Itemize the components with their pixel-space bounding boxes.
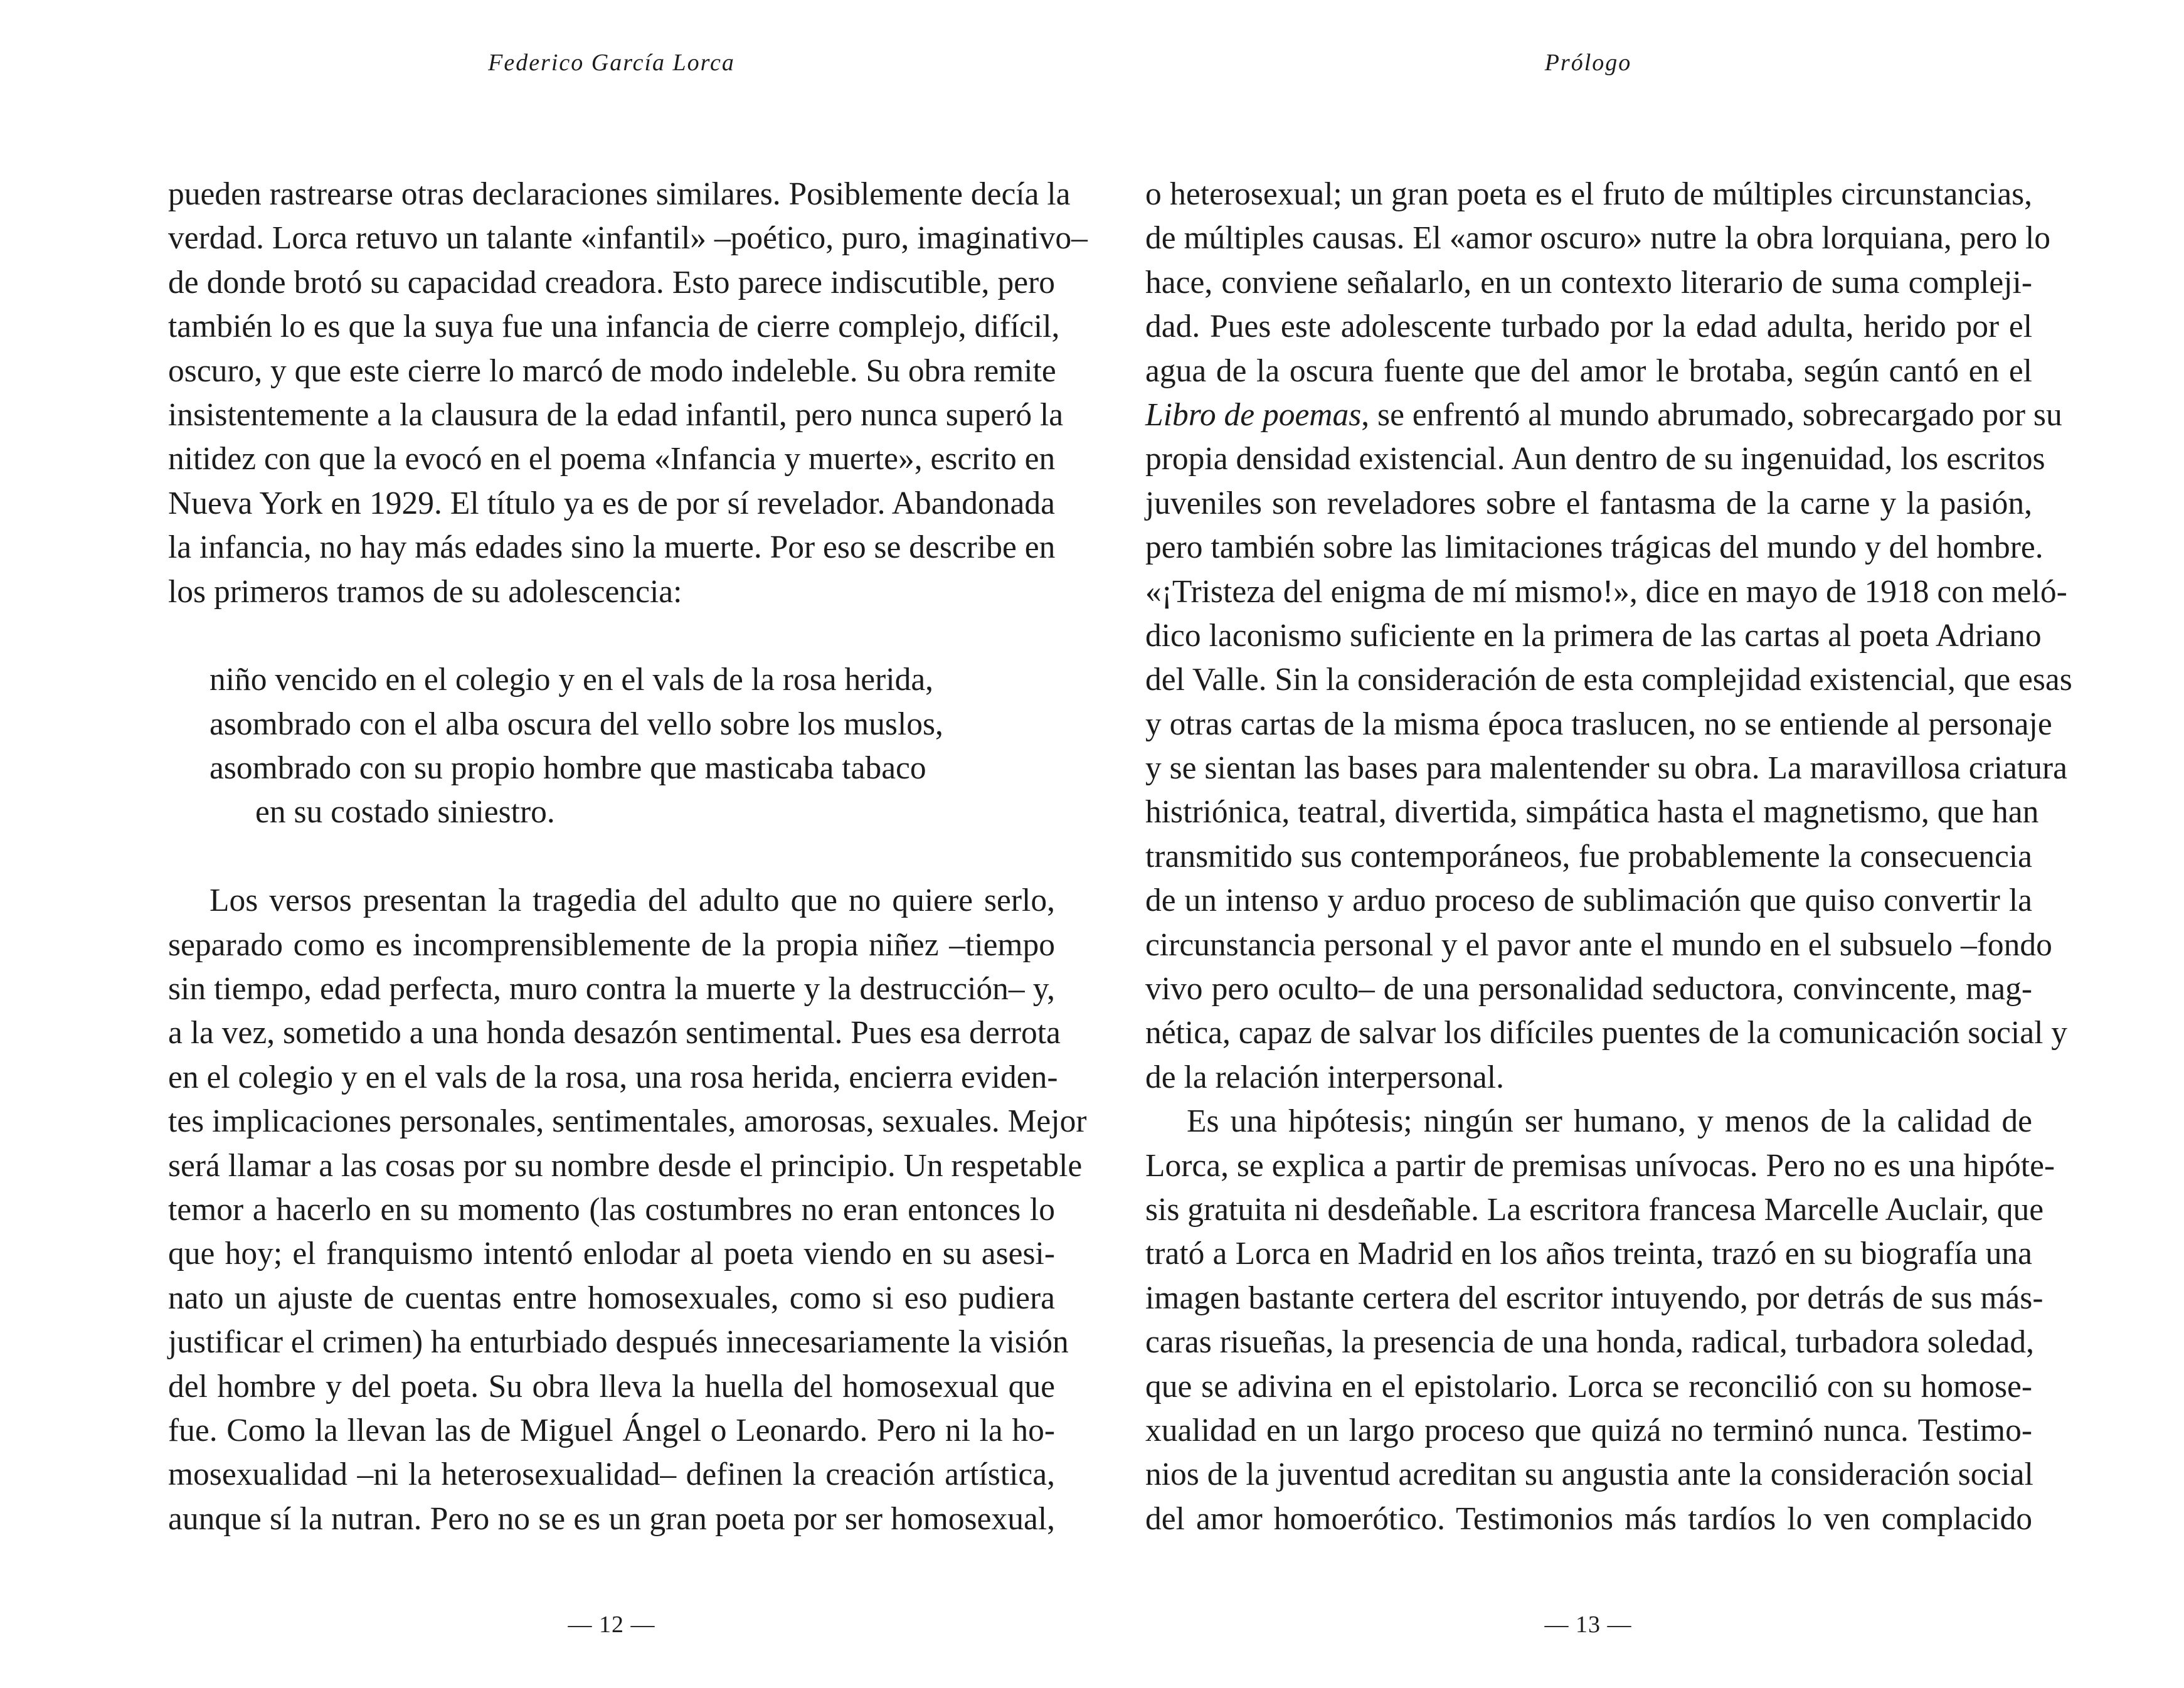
paragraph xyxy=(168,173,1088,614)
text-line: caras risueñas, la presencia de una honda, radical, turbadora soledad, xyxy=(1145,1324,2035,1361)
text-line: xualidad en un largo proceso que quizá no terminó nunca. Testimo- xyxy=(1145,1412,2032,1448)
text-line: hace, conviene señalarlo, en un contexto literario de suma compleji- xyxy=(1145,264,2032,300)
text-line: de la relación interpersonal. xyxy=(1145,1059,1504,1095)
text-line-with-title xyxy=(1145,393,2062,437)
text-line: temor a hacerlo en su momento (las costumbres no eran entonces lo xyxy=(168,1191,1055,1228)
page-number: — 12 — xyxy=(568,1611,655,1638)
text-line: que hoy; el franquismo intentó enlodar al poeta viendo en su asesi- xyxy=(168,1236,1055,1272)
text-line: histriónica, teatral, divertida, simpática hasta el magnetismo, que han xyxy=(1145,794,2039,831)
text-line: de donde brotó su capacidad creadora. Esto parece indiscutible, pero xyxy=(168,264,1055,300)
text-line: la infancia, no hay más edades sino la muerte. Por eso se describe en xyxy=(168,529,1056,566)
text-line: pueden rastrearse otras declaraciones similares. Posiblemente decía la xyxy=(168,176,1071,212)
verse-quote xyxy=(168,658,1055,835)
text-line: mosexualidad –ni la heterosexualidad– definen la creación artística, xyxy=(168,1457,1055,1493)
text-line: transmitido sus contemporáneos, fue probablemente la consecuencia xyxy=(1145,838,2032,874)
spacer xyxy=(168,835,1055,879)
text-line: justificar el crimen) ha enturbiado después innecesariamente la visión xyxy=(168,1324,1069,1361)
text-line: de múltiples causas. El «amor oscuro» nutre la obra lorquiana, pero lo xyxy=(1145,220,2051,257)
text-line: del Valle. Sin la consideración de esta complejidad existencial, que esas xyxy=(1145,662,2072,698)
text-line: oscuro, y que este cierre lo marcó de modo indeleble. Su obra remite xyxy=(168,353,1056,389)
text-line: nitidez con que la evocó en el poema «Infancia y muerte», escrito en xyxy=(168,441,1056,477)
paragraph xyxy=(1145,1100,2055,1541)
text-line: «¡Tristeza del enigma de mí mismo!», dice en mayo de 1918 con meló- xyxy=(1145,573,2067,610)
text-line: sis gratuita ni desdeñable. La escritora francesa Marcelle Auclair, que xyxy=(1145,1191,2044,1228)
verse-line: en su costado siniestro. xyxy=(255,794,555,831)
right-text-block xyxy=(1145,173,2072,1541)
running-head-section: Prólogo xyxy=(1544,50,1632,76)
text-line: circunstancia personal y el pavor ante el mundo en el subsuelo –fondo xyxy=(1145,926,2052,963)
text-line: y se sientan las bases para malentender su obra. La maravillosa criatura xyxy=(1145,750,2068,787)
text-line: dad. Pues este adolescente turbado por la edad adulta, herido por el xyxy=(1145,309,2032,345)
verse-line: asombrado con su propio hombre que masticaba tabaco xyxy=(209,750,926,787)
text-line: propia densidad existencial. Aun dentro de su ingenuidad, los escritos xyxy=(1145,441,2045,477)
text-line: y otras cartas de la misma época traslucen, no se entiende al personaje xyxy=(1145,706,2052,742)
running-head-author: Federico García Lorca xyxy=(488,50,735,76)
text-line: insistentemente a la clausura de la edad infantil, pero nunca superó la xyxy=(168,396,1064,433)
right-page xyxy=(1092,0,2184,1688)
text-line: Lorca, se explica a partir de premisas unívocas. Pero no es una hipóte- xyxy=(1145,1147,2055,1184)
text-line: sin tiempo, edad perfecta, muro contra la muerte y la destrucción– y, xyxy=(168,971,1055,1007)
text-line: vivo pero oculto– de una personalidad seductora, convincente, mag- xyxy=(1145,971,2032,1007)
text-line: agua de la oscura fuente que del amor le brotaba, según cantó en el xyxy=(1145,353,2032,389)
text-line: nética, capaz de salvar los difíciles puentes de la comunicación social y xyxy=(1145,1015,2068,1051)
text-line: aunque sí la nutran. Pero no se es un gran poeta por ser homosexual, xyxy=(168,1500,1055,1537)
text-line: también lo es que la suya fue una infancia de cierre complejo, difícil, xyxy=(168,309,1060,345)
text-line: será llamar a las cosas por su nombre desde el principio. Un respetable xyxy=(168,1147,1083,1184)
text-line: los primeros tramos de su adolescencia: xyxy=(168,573,682,610)
text-line: que se adivina en el epistolario. Lorca se reconcilió con su homose- xyxy=(1145,1368,2032,1404)
spacer xyxy=(168,614,1055,658)
text-line: tes implicaciones personales, sentimentales, amorosas, sexuales. Mejor xyxy=(168,1103,1087,1140)
text-line: juveniles son reveladores sobre el fantasma de la carne y la pasión, xyxy=(1145,485,2032,521)
paragraph xyxy=(1145,173,2072,1100)
paragraph xyxy=(168,879,1087,1541)
text-line: de un intenso y arduo proceso de sublimación que quiso convertir la xyxy=(1145,883,2032,919)
text-line: a la vez, sometido a una honda desazón sentimental. Pues esa derrota xyxy=(168,1015,1061,1051)
verse-line: niño vencido en el colegio y en el vals de la rosa herida, xyxy=(209,662,934,698)
text-line: nios de la juventud acreditan su angustia ante la consideración social xyxy=(1145,1457,2033,1493)
text-line: separado como es incomprensiblemente de la propia niñez –tiempo xyxy=(168,926,1055,963)
text-line: verdad. Lorca retuvo un talante «infantil» –poético, puro, imaginativo– xyxy=(168,220,1088,257)
text-line: nato un ajuste de cuentas entre homosexuales, como si eso pudiera xyxy=(168,1280,1055,1316)
text-line: Es una hipótesis; ningún ser humano, y menos de la calidad de xyxy=(1187,1103,2032,1140)
verse-line: asombrado con el alba oscura del vello sobre los muslos, xyxy=(209,706,943,742)
text-line: Los versos presentan la tragedia del adulto que no quiere serlo, xyxy=(209,883,1055,919)
text-line: del hombre y del poeta. Su obra lleva la huella del homosexual que xyxy=(168,1368,1055,1404)
text-line: pero también sobre las limitaciones trágicas del mundo y del hombre. xyxy=(1145,529,2044,566)
text-line: trató a Lorca en Madrid en los años treinta, trazó en su biografía una xyxy=(1145,1236,2032,1272)
text-line: en el colegio y en el vals de la rosa, una rosa herida, encierra eviden- xyxy=(168,1059,1058,1095)
text-line: imagen bastante certera del escritor intuyendo, por detrás de sus más- xyxy=(1145,1280,2044,1316)
text-line: dico laconismo suficiente en la primera de las cartas al poeta Adriano xyxy=(1145,617,2042,654)
page-number: — 13 — xyxy=(1544,1611,1632,1638)
text-line: fue. Como la llevan las de Miguel Ángel o Leonardo. Pero ni la ho- xyxy=(168,1412,1055,1448)
text-line: o heterosexual; un gran poeta es el fruto de múltiples circunstancias, xyxy=(1145,176,2032,212)
text-fragment: , se enfrentó al mundo abrumado, sobrecargado por su xyxy=(1361,396,2062,433)
book-title: Libro de poemas xyxy=(1145,396,1362,433)
text-line: Nueva York en 1929. El título ya es de por sí revelador. Abandonada xyxy=(168,485,1055,521)
left-text-block xyxy=(168,173,1088,1541)
text-line: del amor homoerótico. Testimonios más tardíos lo ven complacido xyxy=(1145,1500,2032,1537)
